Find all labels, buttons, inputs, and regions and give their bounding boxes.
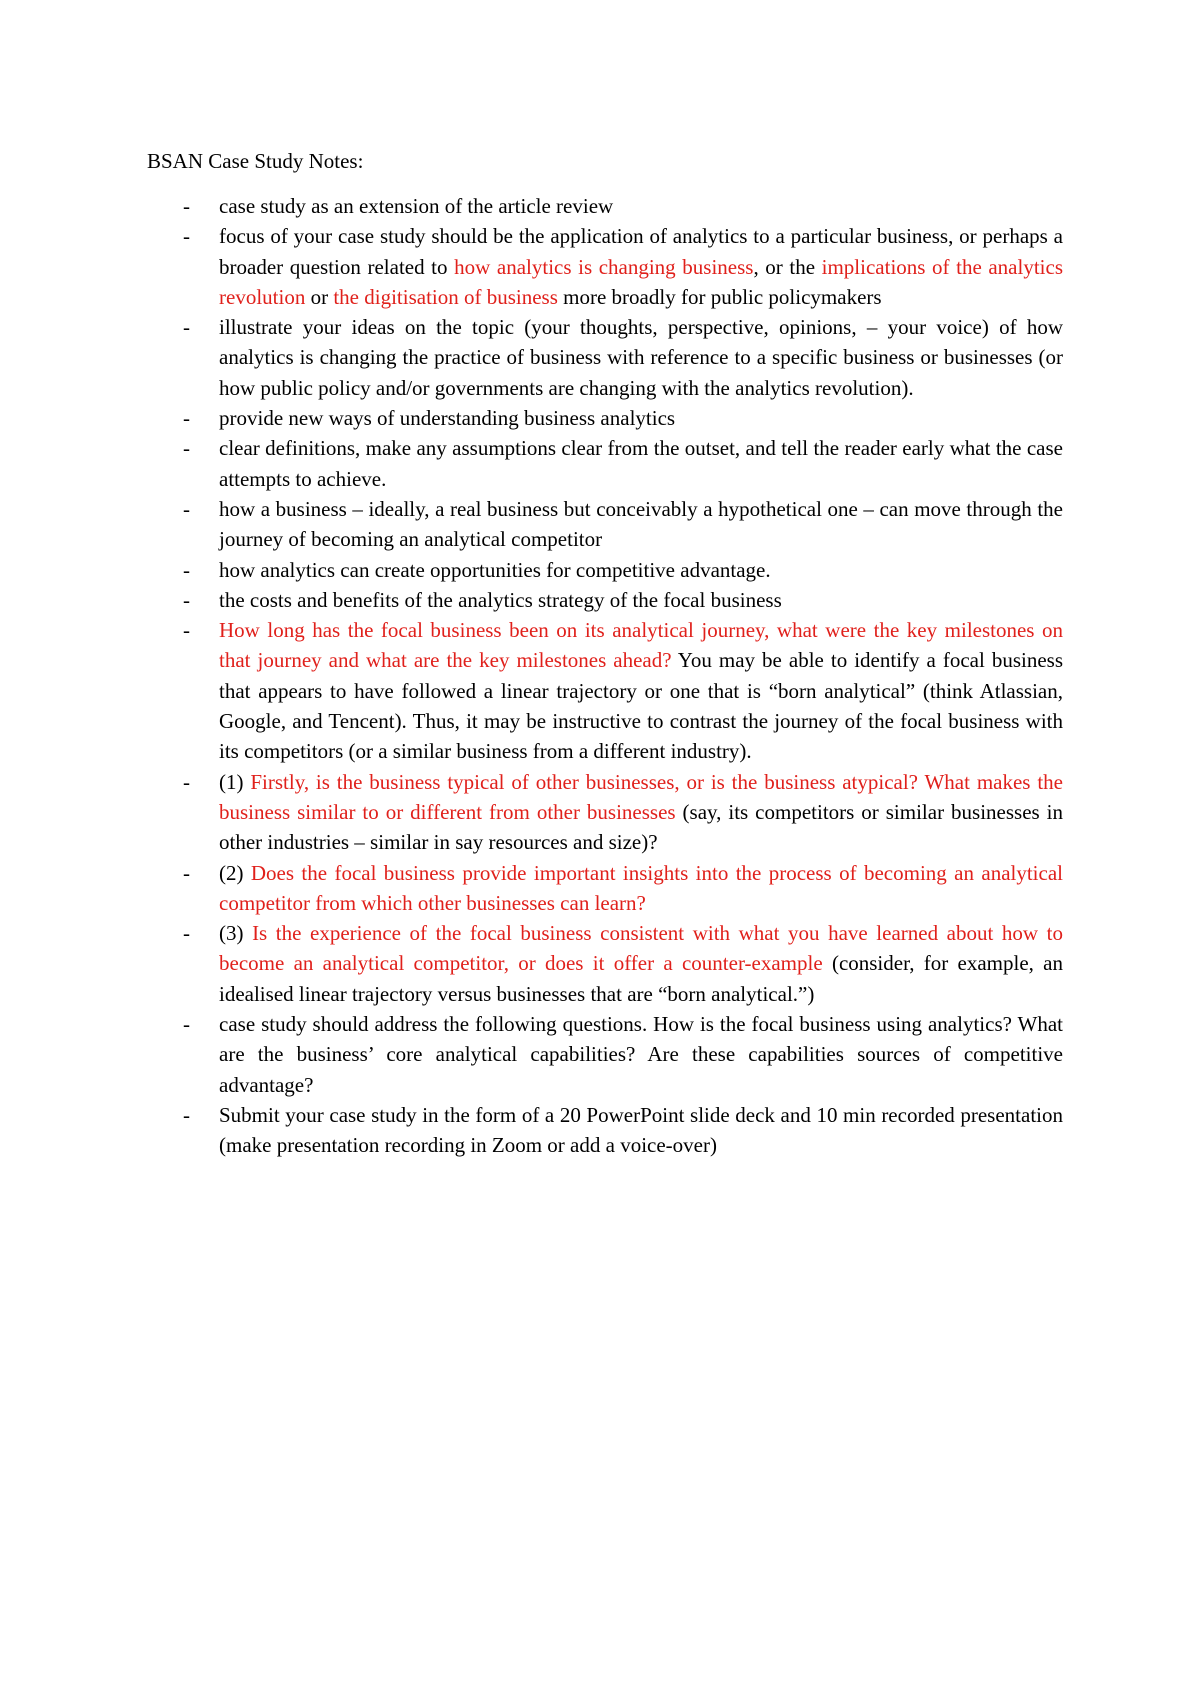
item-text: , or the bbox=[753, 254, 822, 279]
notes-list bbox=[147, 191, 1063, 1161]
item-text: or bbox=[305, 284, 334, 309]
highlighted-text: how analytics is changing business bbox=[454, 254, 754, 279]
list-item bbox=[147, 555, 1063, 585]
item-text: more broadly for public policymakers bbox=[557, 284, 882, 309]
bullet-dash: - bbox=[183, 587, 190, 612]
item-text: (3) bbox=[219, 921, 253, 946]
bullet-dash: - bbox=[183, 921, 190, 946]
item-text: (consider, for example, an idealised linear trajectory versus businesses that are “born analytical.”) bbox=[219, 951, 1064, 1006]
highlighted-text: How long has the focal business been on its analytical journey, what were the key milestones on that journey and what are the key milestones ahead? bbox=[219, 618, 1063, 673]
item-text: Submit your case study in the form of a 20 PowerPoint slide deck and 10 min recorded presentation (make presentation recording in Zoom or add a voice-over) bbox=[219, 1102, 1063, 1158]
list-item bbox=[147, 1009, 1063, 1100]
item-text: provide new ways of understanding business analytics bbox=[219, 406, 676, 431]
list-item bbox=[147, 767, 1063, 858]
highlighted-text: Firstly, is the business typical of other businesses, or is the business atypical? What makes the business similar to or different from other businesses bbox=[219, 769, 1063, 824]
bullet-dash: - bbox=[183, 1012, 190, 1037]
item-text: illustrate your ideas on the topic (your thoughts, perspective, opinions, – your voice) of how analytics is changing the practice of business with reference to a specific business or businesses (or how public policy and/or governments are changing with the analytics revolution). bbox=[219, 315, 1063, 400]
list-item bbox=[147, 615, 1063, 766]
bullet-dash: - bbox=[183, 769, 190, 794]
item-text: case study should address the following questions. How is the focal business using analytics? What are the business’ core analytical capabilities? Are these capabilities sources of competitive advantage? bbox=[219, 1012, 1063, 1097]
list-item bbox=[147, 1100, 1063, 1161]
list-item bbox=[147, 918, 1063, 1009]
document-title: BSAN Case Study Notes: bbox=[147, 149, 364, 173]
item-text: (2) bbox=[219, 860, 251, 885]
highlighted-text: Is the experience of the focal business consistent with what you have learned about how to become an analytical competitor, or does it offer a counter-example bbox=[219, 921, 1063, 976]
item-text: how analytics can create opportunities for competitive advantage. bbox=[219, 557, 771, 582]
bullet-dash: - bbox=[183, 194, 190, 218]
bullet-dash: - bbox=[183, 618, 190, 643]
list-item bbox=[147, 858, 1063, 919]
highlighted-text: implications of the analytics revolution bbox=[219, 254, 1064, 309]
bullet-dash: - bbox=[183, 860, 190, 885]
list-item bbox=[147, 433, 1063, 494]
item-text: You may be able to identify a focal business that appears to have followed a linear trajectory or one that is “born analytical” (think Atlassian, Google, and Tencent). Thus, it may be instructive to contrast the journey of the focal business with its competitors (or a similar business from a different industry). bbox=[219, 648, 1064, 764]
bullet-dash: - bbox=[183, 436, 190, 461]
list-item bbox=[147, 191, 1063, 221]
list-item bbox=[147, 312, 1063, 403]
highlighted-text: Does the focal business provide important insights into the process of becoming an analytical competitor from which other businesses can learn? bbox=[219, 860, 1063, 915]
list-item bbox=[147, 494, 1063, 555]
item-text: focus of your case study should be the application of analytics to a particular business, or perhaps a broader question related to bbox=[219, 224, 1063, 279]
bullet-dash: - bbox=[183, 1102, 190, 1127]
item-text: the costs and benefits of the analytics strategy of the focal business bbox=[219, 587, 782, 612]
item-text: (1) bbox=[219, 769, 251, 794]
bullet-dash: - bbox=[183, 557, 190, 582]
item-text: case study as an extension of the article review bbox=[219, 194, 614, 218]
bullet-dash: - bbox=[183, 224, 190, 249]
bullet-dash: - bbox=[183, 406, 190, 431]
item-text: (say, its competitors or similar businesses in other industries – similar in say resources and size)? bbox=[219, 799, 1063, 855]
list-item bbox=[147, 403, 1063, 433]
item-text: how a business – ideally, a real business but conceivably a hypothetical one – can move through the journey of becoming an analytical competitor bbox=[219, 496, 1063, 552]
bullet-dash: - bbox=[183, 315, 190, 340]
highlighted-text: the digitisation of business bbox=[333, 284, 558, 309]
list-item bbox=[147, 221, 1063, 312]
list-item bbox=[147, 585, 1063, 615]
item-text: clear definitions, make any assumptions clear from the outset, and tell the reader early what the case attempts to achieve. bbox=[219, 436, 1063, 491]
bullet-dash: - bbox=[183, 496, 190, 521]
